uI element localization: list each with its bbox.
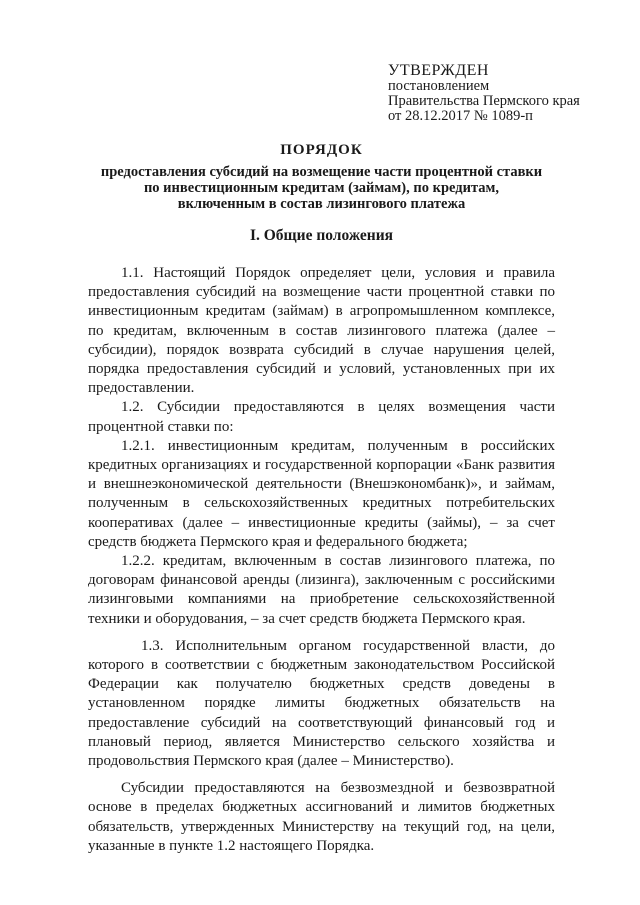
paragraph-1-2-2: 1.2.2. кредитам, включенным в состав лизингового платежа, по договорам финансовой аренды (лизинга), заключенным с российскими лизинговыми компаниями на приобретение сельскохозяйственной техники и оборудования, – за счет средств бюджета Пермского края. xyxy=(88,553,555,627)
subtitle-line-3: включенным в состав лизингового платежа xyxy=(177,196,466,212)
paragraph-1-2: 1.2. Субсидии предоставляются в целях возмещения части процентной ставки по: xyxy=(88,399,555,435)
section-heading: I. Общие положения xyxy=(249,227,394,244)
subtitle-line-2: по инвестиционным кредитам (займам), по кредитам, xyxy=(143,180,500,196)
document-body xyxy=(88,264,555,856)
approval-stamp xyxy=(388,62,628,124)
paragraph-1-3: 1.3. Исполнительным органом государственной власти, до которого в соответствии с бюджетным законодательством Российской Федерации как получателю бюджетных средств доведены в установленном порядке лимиты бюджетных обязательств на предоставление субсидий на соответствующий финансовый год и плановый период, является Министерство сельского хозяйства и продовольствия Пермского края (далее – Министерство). xyxy=(88,637,555,770)
paragraph-subsidies-basis: Субсидии предоставляются на безвозмездной и безвозвратной основе в пределах бюджетных ассигнований и лимитов бюджетных обязательств, утвержденных Министерству на текущий год, на цели, указанные в пункте 1.2 настоящего Порядка. xyxy=(88,780,555,854)
approval-line-3: от 28.12.2017 № 1089-п xyxy=(388,108,533,124)
paragraph-1-1: 1.1. Настоящий Порядок определяет цели, условия и правила предоставления субсидий на возмещение части процентной ставки по инвестиционным кредитам (займам) в агропромышленном комплексе, по кредитам, включенным в состав лизингового платежа (далее – субсидии), порядок возврата субсидий в случае нарушения целей, порядка предоставления субсидий и условий, установленных при их предоставлении. xyxy=(88,265,555,397)
subtitle-line-1: предоставления субсидий на возмещение части процентной ставки xyxy=(100,164,543,180)
approval-line-1: постановлением xyxy=(388,78,490,94)
document-title-block xyxy=(88,140,555,212)
document-title: ПОРЯДОК xyxy=(280,142,363,158)
document-subtitle xyxy=(88,164,555,212)
approval-line-2: Правительства Пермского края xyxy=(388,93,580,109)
paragraph-1-2-1: 1.2.1. инвестиционным кредитам, полученным в российских кредитных организациях и государственной корпорации «Банк развития и внешнеэкономической деятельности (Внешэкономбанк)», и займам, полученным в сельскохозяйственных кредитных потребительских кооперативах (далее – инвестиционные кредиты (займы), – за счет средств бюджета Пермского края и федерального бюджета; xyxy=(88,437,555,550)
approval-heading: УТВЕРЖДЕН xyxy=(388,62,489,79)
